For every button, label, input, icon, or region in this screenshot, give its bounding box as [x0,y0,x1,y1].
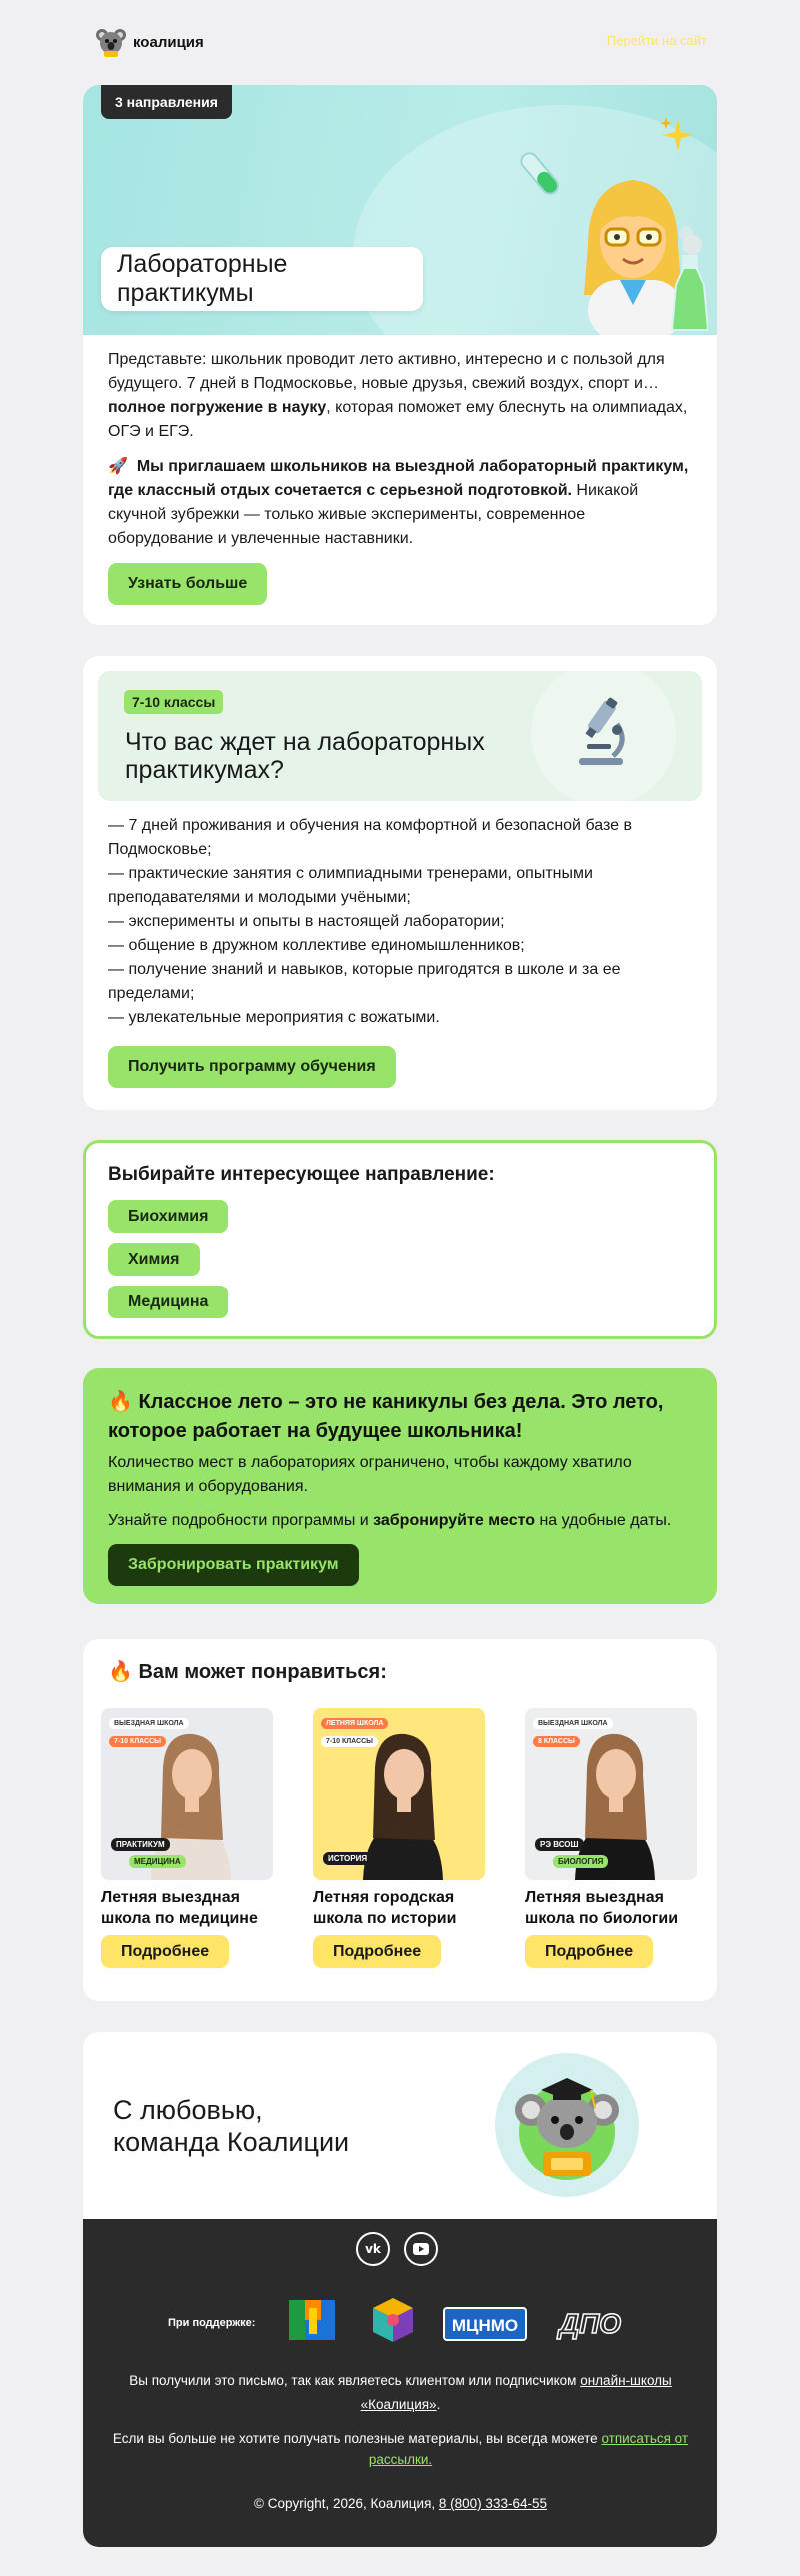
microscope-icon [573,696,633,768]
card-more-button[interactable]: Подробнее [101,1935,229,1968]
school-link[interactable]: онлайн-школы «Коалиция» [360,2373,672,2412]
recommend-item[interactable] [525,1708,697,1978]
card-image[interactable] [101,1708,273,1880]
card-more-button[interactable]: Подробнее [525,1935,653,1968]
learn-more-button[interactable]: Узнать больше [108,563,267,605]
mcnmo-logo: МЦНМО [443,2307,527,2341]
hero-intro-bold: полное погружение в науку [108,399,327,416]
scientist-illustration [558,155,708,335]
hero-intro-text-end: , которая поможет ему блеснуть на олимпиадах, ОГЭ и ЕГЭ. [108,399,688,440]
hero-card [83,85,717,625]
signoff [113,2094,349,2158]
recommend-title [108,1659,387,1684]
card-image[interactable] [313,1708,485,1880]
card-title[interactable]: Летняя городская школа по истории [313,1889,457,1927]
student-photo-icon [101,1708,273,1880]
direction-biochemistry[interactable]: Биохимия [108,1200,228,1233]
unsubscribe-notice [108,2428,693,2470]
notice-text: Вы получили это письмо, так как являетесь клиентом или подписчиком [129,2373,581,2388]
unsubscribe-text: Если вы больше не хотите получать полезные материалы, вы всегда можете [112,2431,602,2446]
direction-chemistry[interactable]: Химия [108,1243,200,1276]
unsubscribe-link[interactable]: отписаться от рассылки. [368,2431,689,2467]
student-photo-icon [525,1708,697,1880]
footer-notice [108,2369,693,2417]
promo-text-2-a: Узнайте подробности программы и [108,1512,374,1529]
fire-icon: 🔥 [108,1391,133,1413]
expect-title: Что вас ждет на лабораторных практикумах? [125,728,485,784]
get-program-button[interactable]: Получить программу обучения [108,1046,396,1088]
card-title[interactable]: Летняя выездная школа по биологии [525,1889,679,1927]
recommend-item[interactable] [313,1708,485,1978]
site-link[interactable]: Перейти на сайт [606,33,707,48]
list-item: — 7 дней проживания и обучения на комфортной и безопасной базе в Подмосковье; [108,817,632,858]
list-item: — общение в дружном коллективе единомышленников; [108,937,525,954]
footer-card [83,2032,717,2547]
card-tag-grade: 7-10 КЛАССЫ [109,1736,166,1747]
expect-banner [98,671,702,801]
signoff-line-1: С любовью, [113,2095,263,2125]
recommend-title-text: Вам может понравиться: [138,1661,387,1683]
phone-link[interactable]: 8 (800) 333-64-55 [438,2496,547,2511]
logo[interactable] [95,26,204,58]
social-links [356,2232,438,2266]
card-tag-b: БИОЛОГИЯ [553,1855,608,1868]
list-item: — практические занятия с олимпиадными тренерами, опытными преподавателями и молодыми учёными; [108,865,593,906]
promo-text-1: Количество мест в лабораториях ограничено, чтобы каждому хватило внимания и оборудования. [108,1454,632,1495]
koala-logo-icon [95,26,127,58]
signoff-line-2: команда Коалиции [113,2127,350,2157]
recommend-card [83,1639,717,2001]
promo-text-2 [108,1509,693,1533]
support-label: При поддержке: [168,2317,256,2329]
copyright-text: © Copyright, 2026, Коалиция, [254,2496,439,2511]
card-tag-b: МЕДИЦИНА [129,1855,186,1868]
card-tag-a: ИСТОРИЯ [323,1852,372,1865]
hero-intro [108,348,693,444]
book-practicum-button[interactable]: Забронировать практикум [108,1544,359,1586]
hero-title-box [101,247,423,311]
notice-text-end: . [436,2397,441,2412]
directions-card [83,1140,717,1339]
hero-invite-bold: Мы приглашаем школьников на выездной лабораторный практикум, где классный отдых сочетается с серьезной подготовкой. [108,458,689,499]
copyright [108,2496,693,2511]
list-item: — увлекательные мероприятия с вожатыми. [108,1009,440,1026]
promo-text-2-b: на удобные даты. [535,1512,672,1529]
card-image[interactable] [525,1708,697,1880]
grade-badge: 7-10 классы [124,690,223,714]
vk-icon[interactable]: vk [356,2232,390,2266]
ministry-logo-icon [285,2294,339,2348]
dpo-logo: ДПО [558,2308,622,2339]
logo-text: коалиция [133,33,204,51]
directions-title: Выбирайте интересующее направление: [108,1164,495,1185]
hero-title: Лабораторные практикумы [117,250,288,307]
expect-list [108,814,693,1030]
sparkles-icon [658,115,698,155]
koala-mascot-icon [507,2060,627,2190]
directions-badge: 3 направления [101,85,232,119]
card-tag-a: ПРАКТИКУМ [111,1838,170,1851]
card-tag-grade: 7-10 КЛАССЫ [321,1736,378,1747]
card-more-button[interactable]: Подробнее [313,1935,441,1968]
hero-banner [83,85,717,335]
card-tag-grade: 8 КЛАССЫ [533,1736,580,1747]
list-item: — получение знаний и навыков, которые пригодятся в школе и за ее пределами; [108,961,621,1002]
foundation-logo-icon [365,2294,421,2348]
card-tag-top: ЛЕТНЯЯ ШКОЛА [321,1718,388,1729]
card-tag-a: РЭ ВСОШ [535,1838,584,1851]
email-header [83,24,717,64]
rocket-icon: 🚀 [108,458,128,475]
youtube-icon[interactable] [404,2232,438,2266]
hero-invite [108,455,693,551]
card-tag-top: ВЫЕЗДНАЯ ШКОЛА [533,1718,613,1729]
direction-medicine[interactable]: Медицина [108,1286,228,1318]
fire-icon: 🔥 [108,1661,133,1683]
list-item: — эксперименты и опыты в настоящей лаборатории; [108,913,505,930]
promo-title [108,1388,693,1446]
expect-card [83,656,717,1110]
promo-card [83,1368,717,1604]
card-tag-top: ВЫЕЗДНАЯ ШКОЛА [109,1718,189,1729]
footer-dark [83,2219,717,2547]
recommend-item[interactable] [101,1708,273,1978]
hero-invite-text: Никакой скучной зубрежки — только живые эксперименты, современное оборудование и увлеченные наставники. [108,482,639,547]
card-title[interactable]: Летняя выездная школа по медицине [101,1889,258,1927]
hero-intro-text: Представьте: школьник проводит лето активно, интересно и с пользой для будущего. 7 дней в Подмосковье, новые друзья, свежий воздух, спорт и… [108,351,665,392]
promo-text-2-bold: забронируйте место [373,1512,536,1529]
promo-title-text: Классное лето – это не каникулы без дела. Это лето, которое работает на будущее школьника! [108,1391,664,1442]
hero-body [108,348,693,605]
